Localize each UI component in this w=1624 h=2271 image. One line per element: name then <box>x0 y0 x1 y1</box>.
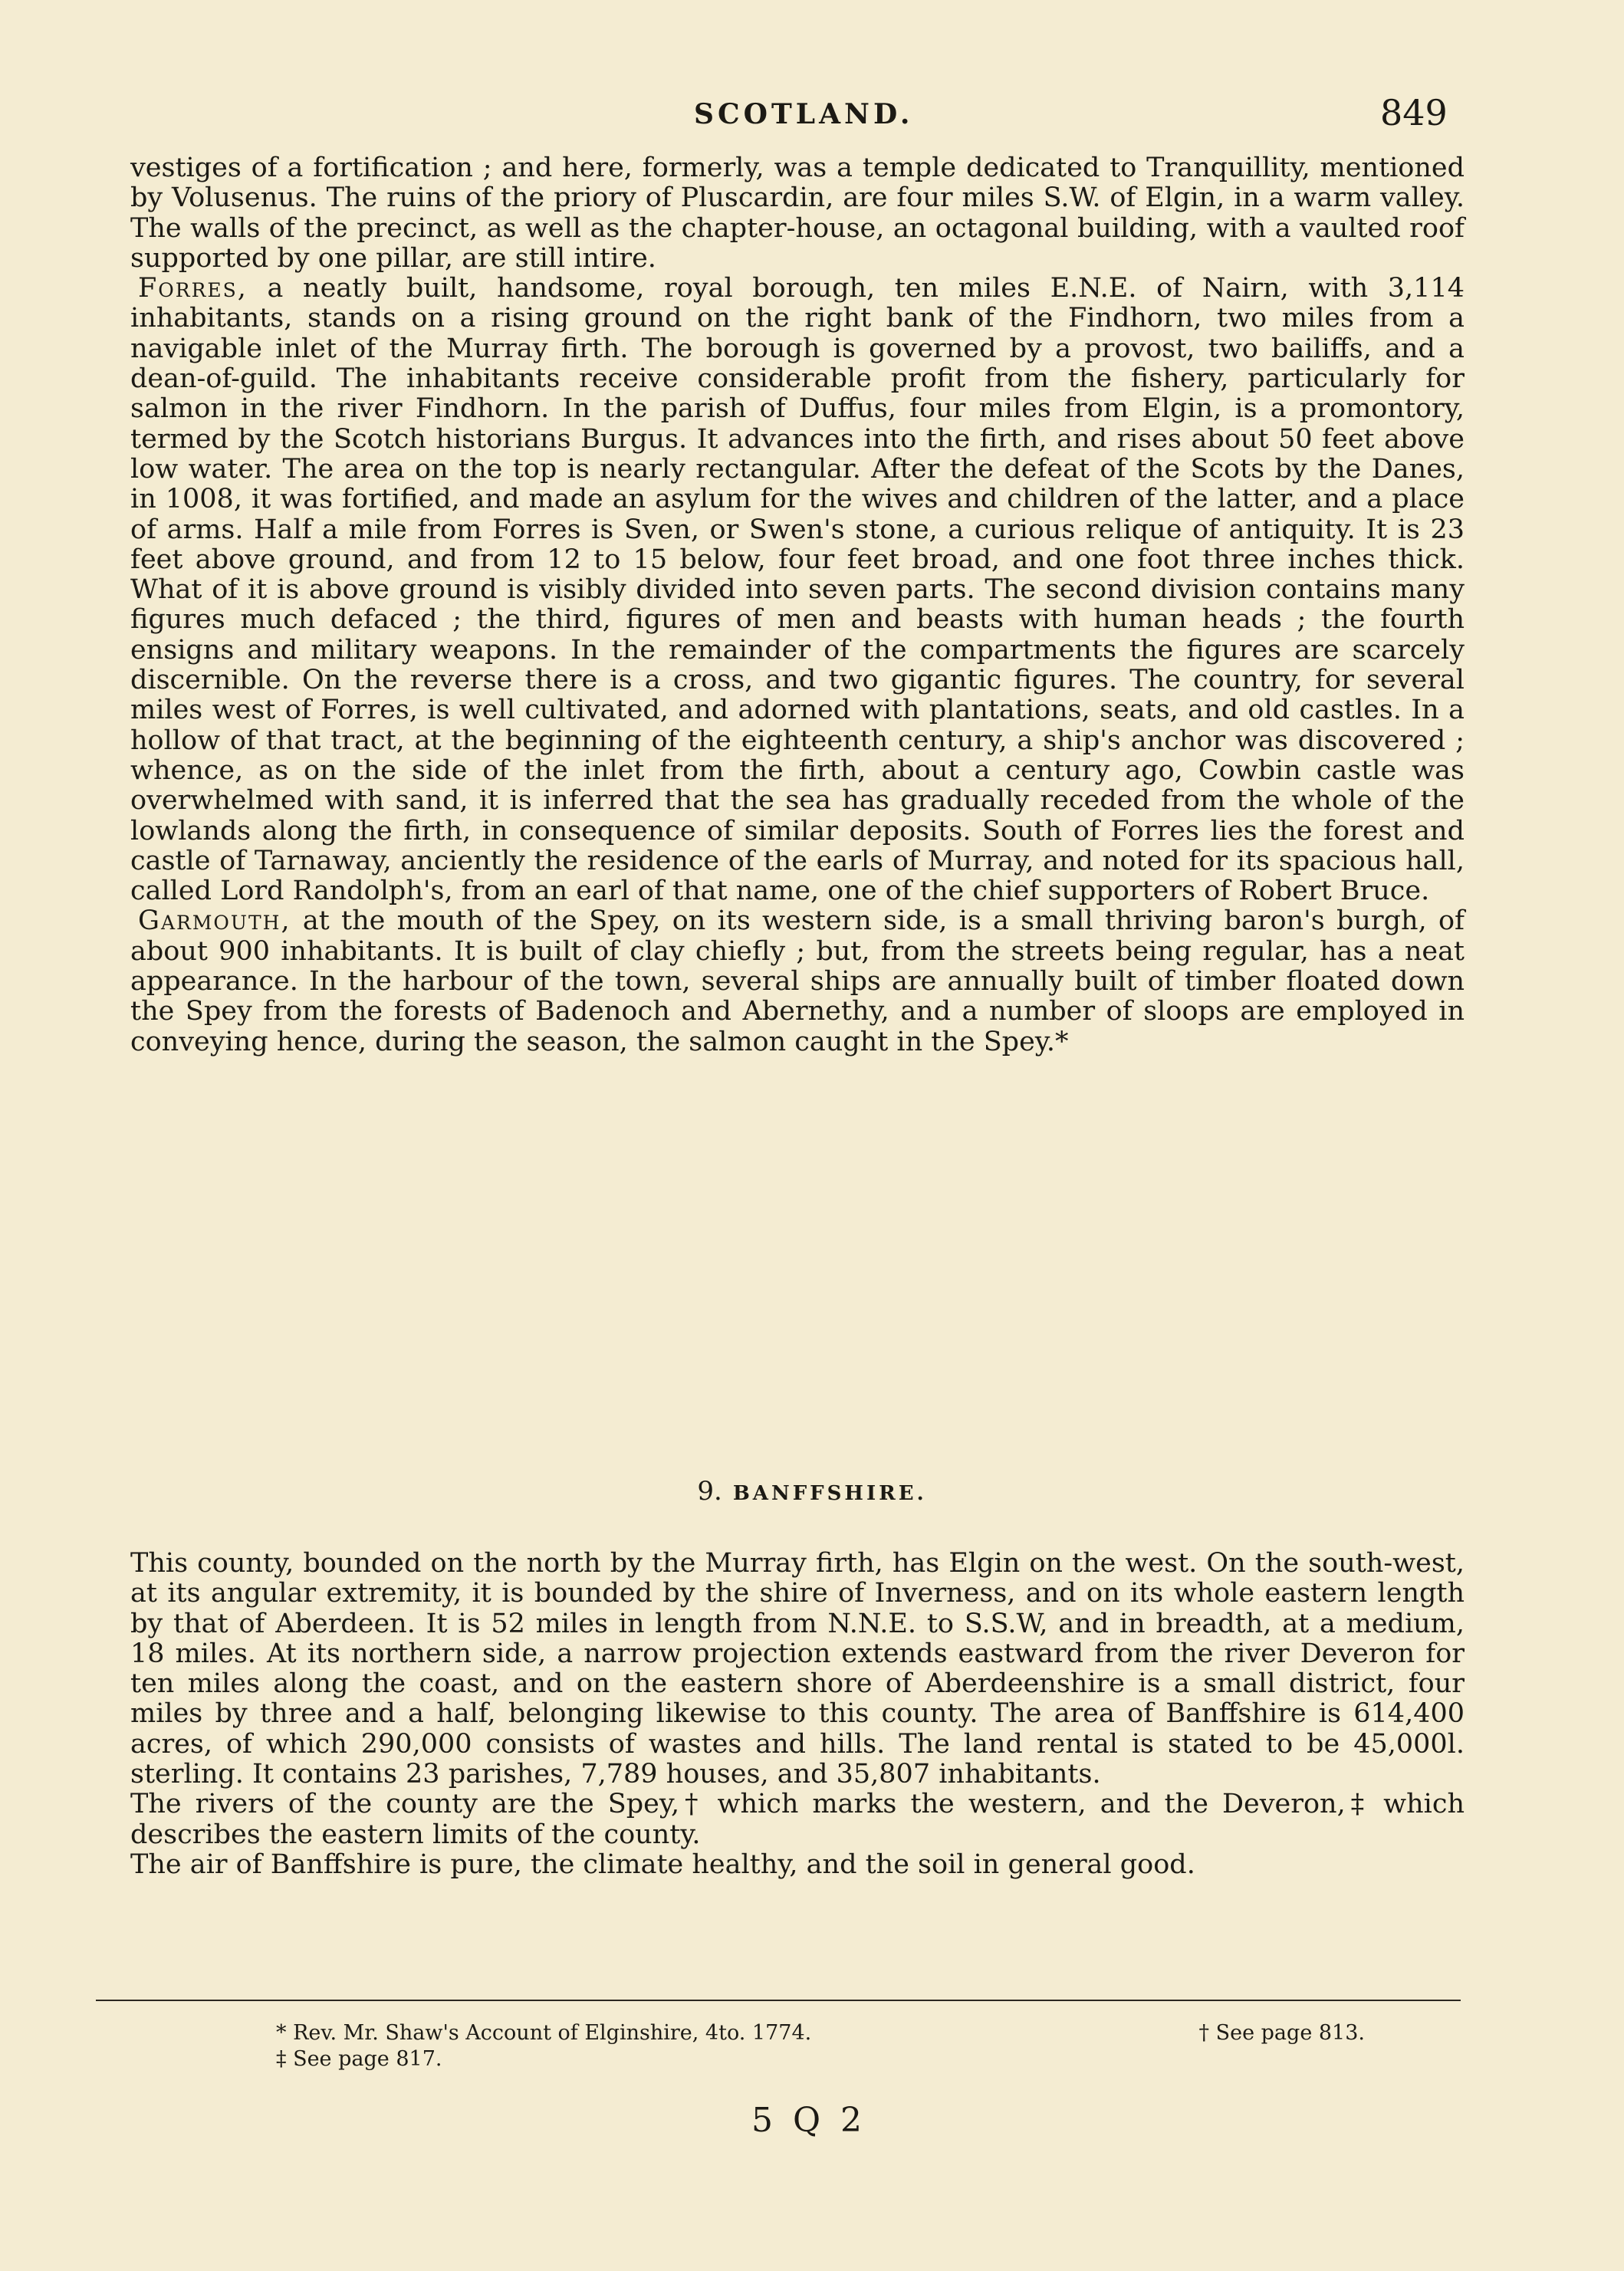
paragraph-air-climate: The air of Banffshire is pure, the climate healthy, and the soil in general good. <box>130 1849 1195 1880</box>
forres-text: a neatly built, handsome, royal borough, ten miles E.N.E. of Nairn, with 3,114 inhabitants, stands on a rising ground on the right bank of the Findhorn, two miles from a navigable inlet of the Murray firth. The borough is governed by a provost, two bailiffs, and a dean-of-guild. The inhabitants receive considerable profit from the fishery, particularly for salmon in the river Findhorn. In the parish of Duffus, four miles from Elgin, is a promontory, termed by the Scotch historians Burgus. It advances into the firth, and rises about 50 feet above low water. The area on the top is nearly rectangular. After the defeat of the Scots by the Danes, in 1008, it was fortified, and made an asylum for the wives and children of the latter, and a place of arms. Half a mile from Forres is Sven, or Swen's stone, a curious relique of antiquity. It is 23 feet above ground, and from 12 to 15 below, four feet broad, and one foot three inches thick. What of it is above ground is visibly divided into seven parts. The second division contains many figures much defaced ; the third, figures of men and beasts with human heads ; the fourth ensigns and military weapons. In the remainder of the compartments the figures are scarcely discernible. On the reverse there is a cross, and two gigantic figures. The country, for several miles west of Forres, is well cultivated, and adorned with plantations, seats, and old castles. In a hollow of that tract, at the beginning of the eighteenth century, a ship's anchor was discovered ; whence, as on the side of the inlet from the firth, about a century ago, Cowbin castle was overwhelmed with sand, it is inferred that the sea has gradually receded from the whole of the lowlands along the firth, in consequence of similar deposits. South of Forres lies the forest and castle of Tarnaway, anciently the residence of the earls of Murray, and noted for its spacious hall, called Lord Randolph's, from an earl of that name, one of the chief supporters of Robert Bruce. <box>130 273 1465 907</box>
paragraph-vestiges: vestiges of a fortification ; and here, formerly, was a temple dedicated to Tranquillity, mentioned by Volusenus. The ruins of the priory of Pluscardin, are four miles S.W. of Elgin, in a warm valley. The walls of the precinct, as well as the chapter-house, an octagonal building, with a vaulted roof supported by one pillar, are still intire. <box>130 153 1465 274</box>
elgin-section-text <box>130 153 1465 1057</box>
running-head: SCOTLAND. <box>694 98 914 130</box>
garmouth-text: at the mouth of the Spey, on its western side, is a small thriving baron's burgh, of about 900 inhabitants. It is built of clay chiefly ; but, from the streets being regular, has a neat appearance. In the harbour of the town, several ships are annually built of timber floated down the Spey from the forests of Badenoch and Abernethy, and a number of sloops are employed in conveying hence, during the season, the salmon caught in the Spey.* <box>130 905 1465 1057</box>
footnote-dagger: † See page 813. <box>1198 2021 1365 2045</box>
banffshire-section-text <box>130 1549 1465 1880</box>
footnote-double-dagger: ‡ See page 817. <box>276 2047 442 2071</box>
section-number: 9. <box>697 1476 722 1507</box>
section-title: BANFFSHIRE. <box>732 1482 927 1505</box>
footnote-divider <box>96 2000 1461 2001</box>
printer-signature: 5 Q 2 <box>751 2101 867 2140</box>
footnote-star: * Rev. Mr. Shaw's Account of Elginshire, 4to. 1774. <box>276 2021 812 2045</box>
footnotes <box>276 2020 1365 2072</box>
section-heading-banffshire <box>0 1476 1624 1507</box>
footnote-row <box>276 2020 1365 2046</box>
page-number: 849 <box>1380 92 1448 133</box>
paragraph-rivers: The rivers of the county are the Spey,† which marks the western, and the Deveron,‡ which describes the eastern limits of the county. <box>130 1789 1465 1850</box>
paragraph-county-bounds: This county, bounded on the north by the Murray firth, has Elgin on the west. On the south-west, at its angular extremity, it is bounded by the shire of Inverness, and on its whole eastern length by that of Aberdeen. It is 52 miles in length from N.N.E. to S.S.W, and in breadth, at a medium, 18 miles. At its northern side, a narrow projection extends eastward from the river Deveron for ten miles along the coast, and on the eastern shore of Aberdeenshire is a small district, four miles by three and a half, belonging likewise to this county. The area of Banffshire is 614,400 acres, of which 290,000 consists of wastes and hills. The land rental is stated to be 45,000l. sterling. It contains 23 parishes, 7,789 houses, and 35,807 inhabitants. <box>130 1548 1465 1790</box>
paragraph-forres <box>130 274 1465 906</box>
garmouth-lead: Garmouth, <box>138 905 291 937</box>
page-header <box>0 92 1624 138</box>
footnote-row <box>276 2046 1365 2072</box>
forres-lead: Forres, <box>138 273 248 304</box>
paragraph-garmouth <box>130 906 1465 1057</box>
